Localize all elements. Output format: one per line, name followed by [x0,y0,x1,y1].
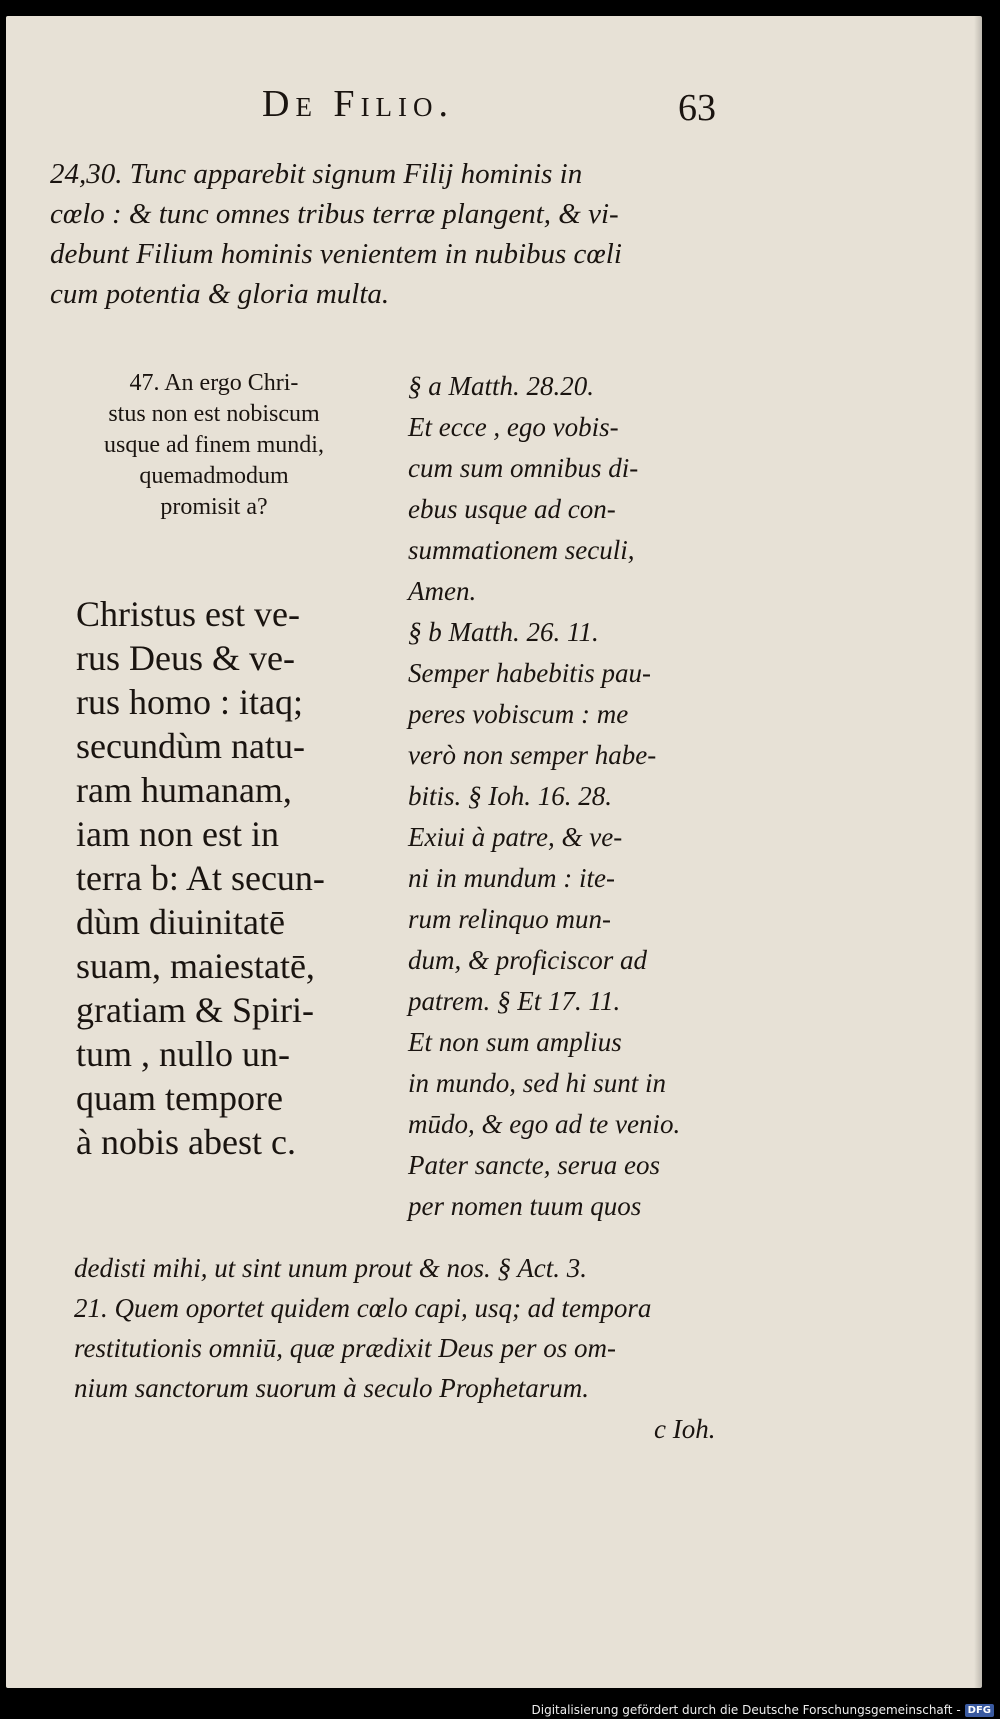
note-line: dum, & proficiscor ad [408,945,647,975]
answer-line: rus Deus & ve- [76,638,295,678]
answer-line: quam tempore [76,1078,283,1118]
answer-line: à nobis abest c. [76,1122,296,1162]
note-line: Semper habebitis pau- [408,658,651,688]
answer-line: dùm diuinitatē [76,902,285,942]
passage-line: cœlo : & tunc omnes tribus terræ plangent, & vi- [50,198,619,230]
book-page [6,16,982,1688]
page-number: 63 [678,87,716,129]
note-line: bitis. § Ioh. 16. 28. [408,781,613,811]
passage-line: debunt Filium hominis venientem in nubibus cœli [50,238,622,270]
dfg-logo: DFG [965,1704,994,1717]
question-line: usque ad finem mundi, [104,432,324,458]
catchword: c Ioh. [654,1414,716,1444]
note-line: Et non sum amplius [408,1027,622,1057]
credit-text: Digitalisierung gefördert durch die Deutsche Forschungsgemeinschaft - [531,1703,961,1717]
question-line: promisit a? [160,494,268,520]
note-line: restitutionis omniū, quæ prædixit Deus per os om- [74,1333,617,1363]
question-line: quemadmodum [139,463,289,489]
answer-line: gratiam & Spiri- [76,990,314,1030]
question-block [64,368,364,523]
note-line: cum sum omnibus di- [408,453,639,483]
note-line: Amen. [408,576,477,606]
note-line: 21. Quem oportet quidem cœlo capi, usq; ad tempora [74,1293,652,1323]
note-line: ebus usque ad con- [408,494,616,524]
note-line: § b Matth. 26. 11. [408,617,599,647]
note-line: § a Matth. 28.20. [408,371,594,401]
question-line: 47. An ergo Chri- [129,370,299,396]
note-line: summationem seculi, [408,535,635,565]
note-line: rum relinquo mun- [408,904,611,934]
answer-block [76,592,396,1164]
continued-notes [74,1248,754,1408]
note-line: patrem. § Et 17. 11. [408,986,621,1016]
answer-line: tum , nullo un- [76,1034,290,1074]
answer-line: terra b: At secun- [76,858,325,898]
answer-line: secundùm natu- [76,726,305,766]
note-line: Exiui à patre, & ve- [408,822,623,852]
note-line: per nomen tuum quos [408,1191,642,1221]
note-line: in mundo, sed hi sunt in [408,1068,667,1098]
note-line: verò non semper habe- [408,740,657,770]
note-line: Pater sancte, serua eos [408,1150,660,1180]
answer-line: suam, maiestatē, [76,946,315,986]
question-line: stus non est nobiscum [108,401,320,427]
digitization-credit [532,1703,995,1717]
top-passage [50,154,740,314]
note-line: nium sanctorum suorum à seculo Prophetarum. [74,1373,589,1403]
passage-line: cum potentia & gloria multa. [50,278,390,310]
answer-line: ram humanam, [76,770,292,810]
passage-line: 24,30. Tunc apparebit signum Filij hominis in [50,158,583,190]
note-line: Et ecce , ego vobis- [408,412,619,442]
running-head: De Filio. [262,83,455,125]
note-line: ni in mundum : ite- [408,863,615,893]
answer-line: Christus est ve- [76,594,300,634]
note-line: peres vobiscum : me [408,699,629,729]
marginal-notes [408,366,748,1227]
answer-line: rus homo : itaq; [76,682,303,722]
answer-line: iam non est in [76,814,279,854]
note-line: mūdo, & ego ad te venio. [408,1109,681,1139]
note-line: dedisti mihi, ut sint unum prout & nos. § Act. 3. [74,1253,588,1283]
